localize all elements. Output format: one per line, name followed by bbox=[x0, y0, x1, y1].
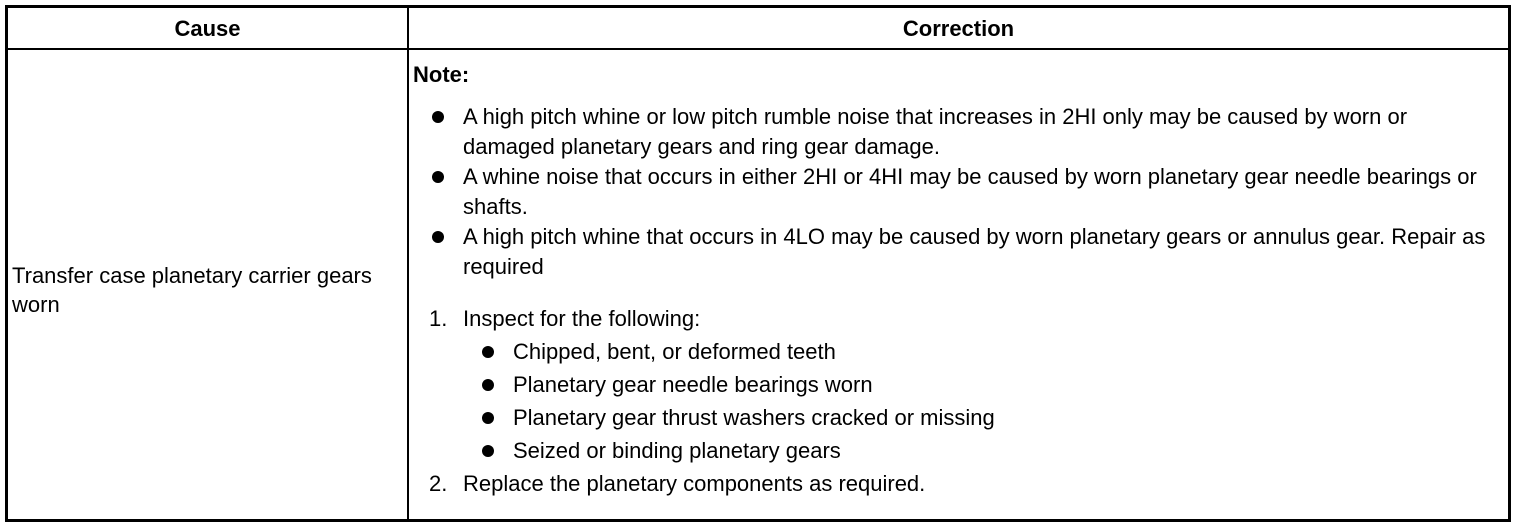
cause-cell: Transfer case planetary carrier gears worn bbox=[12, 263, 372, 317]
header-correction: Correction bbox=[902, 16, 1015, 41]
note-text: A whine noise that occurs in either 2HI or 4HI may be caused by worn planetary gear needle bearings or shafts. bbox=[463, 164, 1477, 219]
bullet-icon bbox=[482, 412, 494, 424]
inspection-item bbox=[413, 434, 1500, 467]
inspection-text: Planetary gear needle bearings worn bbox=[513, 372, 873, 397]
note-item bbox=[413, 222, 1500, 282]
step-text: Inspect for the following: bbox=[463, 306, 701, 331]
step-number: 2. bbox=[429, 471, 448, 496]
column-divider bbox=[407, 8, 409, 519]
bullet-icon bbox=[432, 231, 444, 243]
header-cause: Cause bbox=[174, 16, 241, 41]
inspection-text: Seized or binding planetary gears bbox=[513, 438, 841, 463]
bullet-icon bbox=[482, 379, 494, 391]
correction-cell bbox=[413, 60, 1500, 500]
note-text: A high pitch whine that occurs in 4LO may be caused by worn planetary gears or annulus gear. Repair as required bbox=[463, 224, 1486, 279]
inspection-text: Chipped, bent, or deformed teeth bbox=[513, 339, 836, 364]
bullet-icon bbox=[482, 346, 494, 358]
inspection-text: Planetary gear thrust washers cracked or missing bbox=[513, 405, 995, 430]
note-item bbox=[413, 102, 1500, 162]
inspection-item bbox=[413, 335, 1500, 368]
note-label: Note: bbox=[413, 62, 470, 87]
step-item bbox=[413, 467, 1500, 500]
bullet-icon bbox=[432, 111, 444, 123]
inspection-item bbox=[413, 368, 1500, 401]
bullet-icon bbox=[482, 445, 494, 457]
note-item bbox=[413, 162, 1500, 222]
step-item bbox=[413, 302, 1500, 335]
bullet-icon bbox=[432, 171, 444, 183]
diagnosis-table bbox=[5, 5, 1511, 522]
step-number: 1. bbox=[429, 306, 448, 331]
inspection-item bbox=[413, 401, 1500, 434]
note-text: A high pitch whine or low pitch rumble noise that increases in 2HI only may be caused by worn or damaged planetary gears and ring gear damage. bbox=[463, 104, 1408, 159]
step-text: Replace the planetary components as required. bbox=[463, 471, 926, 496]
